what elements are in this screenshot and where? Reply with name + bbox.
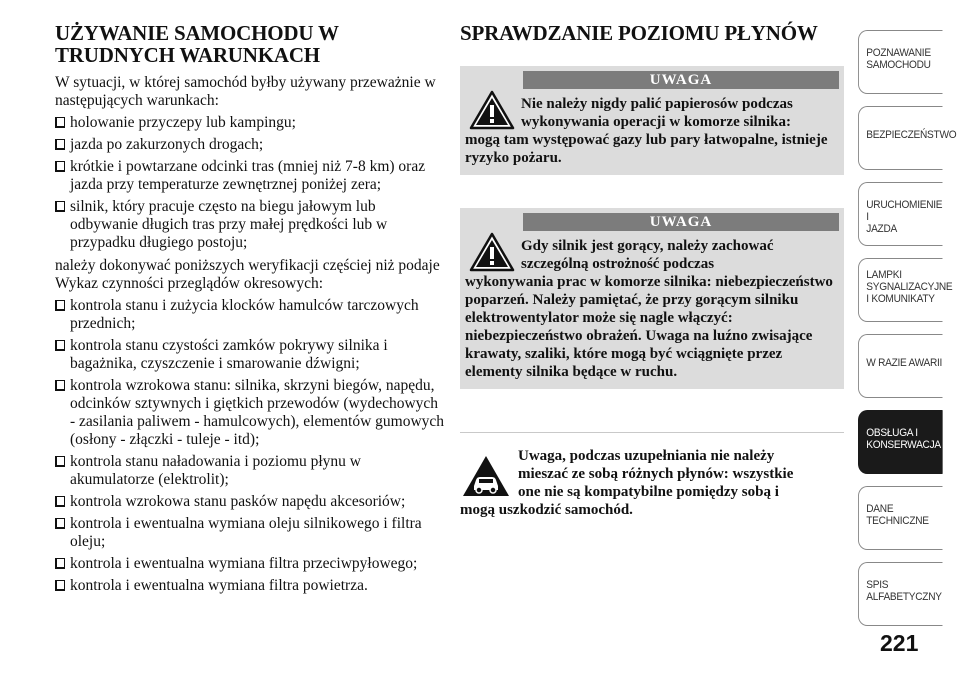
checkbox-bullet-icon bbox=[55, 139, 65, 150]
section-title-line-2: TRUDNYCH WARUNKACH bbox=[55, 43, 320, 67]
warning-box-smoking bbox=[460, 66, 844, 175]
left-column bbox=[55, 22, 445, 595]
car-service-icon bbox=[462, 455, 510, 497]
list-item: kontrola i ewentualna wymiana oleju silnikowego i filtra oleju; bbox=[55, 515, 445, 551]
list-item: kontrola stanu naładowania i poziomu płynu w akumulatorze (elektrolit); bbox=[55, 453, 445, 489]
checkbox-bullet-icon bbox=[55, 580, 65, 591]
note-text: Uwaga, podczas uzupełniania nie należy mieszać ze sobą różnych płynów: wszystkie one nie są kompatybilne pomiędzy sobą i mogą uszkodzić samochód. bbox=[460, 448, 794, 518]
list-item: holowanie przyczepy lub kampingu; bbox=[55, 114, 445, 132]
warning-text: Nie należy nigdy palić papierosów podczas wykonywania operacji w komorze silnika: mogą tam występować gazy lub pary łatwopalne, istnieje ryzyko pożaru. bbox=[465, 96, 828, 166]
list-item: krótkie i powtarzane odcinki tras (mniej niż 7-8 km) oraz jazda przy temperaturze zewnętrznej poniżej zera; bbox=[55, 158, 445, 194]
tab-poznawanie-samochodu[interactable]: POZNAWANIE SAMOCHODU bbox=[858, 30, 943, 94]
list-item: silnik, który pracuje często na biegu jałowym lub odbywanie długich tras przy małej prędkości lub w przypadku długiego postoju; bbox=[55, 198, 445, 252]
middle-paragraph: należy dokonywać poniższych weryfikacji częściej niż podaje Wykaz czynności przeglądów okresowych: bbox=[55, 257, 440, 292]
warning-header: UWAGA bbox=[523, 71, 839, 89]
note-box-fluids bbox=[460, 432, 844, 519]
list-item: kontrola wzrokowa stanu: silnika, skrzyni biegów, napędu, odcinków sztywnych i giętkich przewodów (wydechowych - zasilania paliwem - hamulcowych), elementów gumowych (osłony - złączki - tuleje - itd); bbox=[55, 377, 445, 449]
tab-lampki-sygnalizacyjne[interactable]: LAMPKI SYGNALIZACYJNE I KOMUNIKATY bbox=[858, 258, 943, 322]
checkbox-bullet-icon bbox=[55, 380, 65, 391]
warning-triangle-icon bbox=[469, 90, 515, 130]
chapter-tabs bbox=[858, 30, 957, 638]
page-number: 221 bbox=[880, 630, 919, 656]
checkbox-bullet-icon bbox=[55, 201, 65, 212]
list-item: kontrola i ewentualna wymiana filtra powietrza. bbox=[55, 577, 445, 595]
list-item: kontrola stanu i zużycia klocków hamulców tarczowych przednich; bbox=[55, 297, 445, 333]
tab-dane-techniczne[interactable]: DANE TECHNICZNE bbox=[858, 486, 943, 550]
warning-header: UWAGA bbox=[523, 213, 839, 231]
list-item: jazda po zakurzonych drogach; bbox=[55, 136, 445, 154]
tab-w-razie-awarii[interactable]: W RAZIE AWARII bbox=[858, 334, 943, 398]
section-title-difficult-conditions bbox=[55, 22, 445, 66]
intro-paragraph: W sytuacji, w której samochód byłby używany przeważnie w następujących warunkach: bbox=[55, 74, 436, 109]
section-title-fluid-levels: SPRAWDZANIE POZIOMU PŁYNÓW bbox=[460, 21, 818, 45]
list-item: kontrola stanu czystości zamków pokrywy silnika i bagażnika, czyszczenie i smarowanie dźwigni; bbox=[55, 337, 445, 373]
conditions-list bbox=[55, 114, 445, 252]
tab-spis-alfabetyczny[interactable]: SPIS ALFABETYCZNY bbox=[858, 562, 943, 626]
checkbox-bullet-icon bbox=[55, 456, 65, 467]
tab-uruchomienie-i-jazda[interactable]: URUCHOMIENIE I JAZDA bbox=[858, 182, 943, 246]
checkbox-bullet-icon bbox=[55, 340, 65, 351]
tab-bezpieczenstwo[interactable]: BEZPIECZEŃSTWO bbox=[858, 106, 943, 170]
warning-triangle-icon bbox=[469, 232, 515, 272]
section-title-line-1: UŻYWANIE SAMOCHODU W bbox=[55, 21, 339, 45]
checkbox-bullet-icon bbox=[55, 518, 65, 529]
list-item: kontrola wzrokowa stanu pasków napędu akcesoriów; bbox=[55, 493, 445, 511]
checkbox-bullet-icon bbox=[55, 300, 65, 311]
warning-box-hot-engine bbox=[460, 208, 844, 389]
checkbox-bullet-icon bbox=[55, 496, 65, 507]
warning-text: Gdy silnik jest gorący, należy zachować szczególną ostrożność podczas wykonywania prac w komorze silnika: niebezpieczeństwo poparzeń. Należy pamiętać, że przy gorącym silniku elektrowentylator może się nagle włączyć: niebezpieczeństwo obrażeń. Uwaga na luźno zwisające krawaty, szaliki, które mogą być wciągnięte przez elementy silnika będące w ruchu. bbox=[465, 238, 833, 380]
tab-obsluga-i-konserwacja[interactable]: OBSŁUGA I KONSERWACJA bbox=[858, 410, 943, 474]
checkbox-bullet-icon bbox=[55, 558, 65, 569]
list-item: kontrola i ewentualna wymiana filtra przeciwpyłowego; bbox=[55, 555, 445, 573]
checkbox-bullet-icon bbox=[55, 161, 65, 172]
checks-list bbox=[55, 297, 445, 595]
checkbox-bullet-icon bbox=[55, 117, 65, 128]
